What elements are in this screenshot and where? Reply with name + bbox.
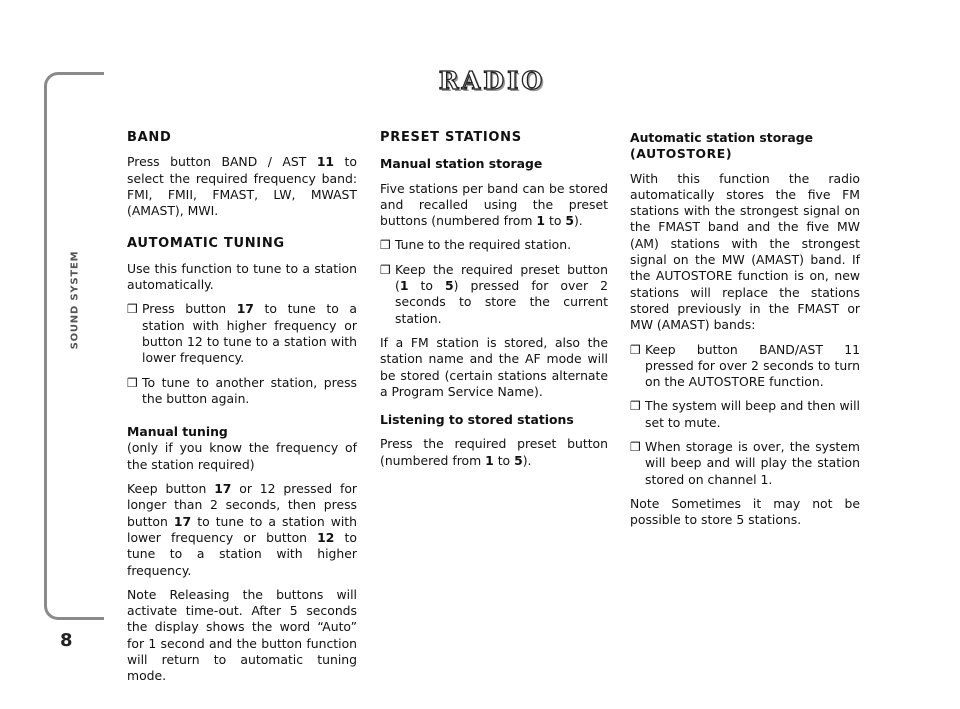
list-item: ❒ When storage is over, the system will beep and will play the station stored on channel 1.	[630, 439, 860, 487]
list-item: ❒ Keep the required preset button (1 to 5) pressed for over 2 seconds to store the current station.	[380, 261, 608, 326]
band-heading: BAND	[127, 130, 172, 145]
checkbox-bullet-icon: ❒	[630, 342, 641, 357]
band-paragraph: Press button BAND / AST 11 to select the required frequency band: FMI, FMII, FMAST, LW, MWAST (AMAST), MWI.	[127, 154, 357, 219]
listening-paragraph: Press the required preset button (numbered from 1 to 5).	[380, 436, 608, 468]
list-item: ❒ The system will beep and then will set to mute.	[630, 398, 860, 430]
automatic-tuning-intro: Use this function to tune to a station automatically.	[127, 260, 357, 293]
autostore-intro: With this function the radio automatically stores the five FM stations with the strongest signal on the FMAST band and the five MW (AM) stations with the strongest signal on the MW (AMAST) band. If the AUTOSTORE function is on, new stations will replace the stations stored previously in the FMAST or MW (AMAST) bands:	[630, 170, 860, 333]
column-band-tuning	[127, 130, 357, 693]
automatic-tuning-heading: AUTOMATIC TUNING	[127, 236, 285, 252]
checkbox-bullet-icon: ❒	[380, 262, 391, 277]
fm-station-paragraph: If a FM station is stored, also the station name and the AF mode will be stored (certain stations alternate a Program Service Name).	[380, 334, 608, 399]
column-preset-stations	[380, 130, 608, 477]
section-side-label: SOUND SYSTEM	[69, 250, 81, 350]
manual-tuning-paragraph: Keep button 17 or 12 pressed for longer than 2 seconds, then press button 17 to tune to a station with lower frequency or button 12 to tune to a station with higher frequency.	[127, 481, 357, 578]
manual-tuning-heading: Manual tuning	[127, 424, 228, 440]
checkbox-bullet-icon: ❒	[127, 302, 138, 317]
list-item: ❒ Keep button BAND/AST 11 pressed for over 2 seconds to turn on the AUTOSTORE function.	[630, 341, 860, 390]
manual-storage-heading: Manual station storage	[380, 156, 543, 172]
manual-tuning-note: Note Releasing the buttons will activate time-out. After 5 seconds the display shows the word “Auto” for 1 second and the button function will return to automatic tuning mode.	[127, 586, 357, 684]
manual-tuning-subtitle: (only if you know the frequency of the station required)	[127, 440, 357, 472]
list-item: ❒ Press button 17 to tune to a station with higher frequency or button 12 to tune to a station with lower frequency.	[127, 301, 357, 366]
checkbox-bullet-icon: ❒	[127, 375, 138, 390]
preset-stations-heading: PRESET STATIONS	[380, 130, 522, 145]
page-title: RADIO	[438, 66, 546, 95]
checkbox-bullet-icon: ❒	[630, 440, 641, 455]
checkbox-bullet-icon: ❒	[630, 399, 641, 414]
column-autostore	[630, 130, 860, 537]
manual-storage-intro: Five stations per band can be stored and recalled using the preset buttons (numbered from 1 to 5).	[380, 180, 608, 229]
list-item: ❒ To tune to another station, press the button again.	[127, 374, 357, 406]
listening-heading: Listening to stored stations	[380, 412, 574, 428]
autostore-note: Note Sometimes it may not be possible to store 5 stations.	[630, 495, 860, 528]
checkbox-bullet-icon: ❒	[380, 238, 391, 253]
page-number: 8	[60, 630, 73, 651]
autostore-heading-line2: (AUTOSTORE)	[630, 146, 733, 162]
list-item: ❒ Tune to the required station.	[380, 237, 572, 253]
autostore-heading-line1: Automatic station storage	[630, 130, 813, 145]
